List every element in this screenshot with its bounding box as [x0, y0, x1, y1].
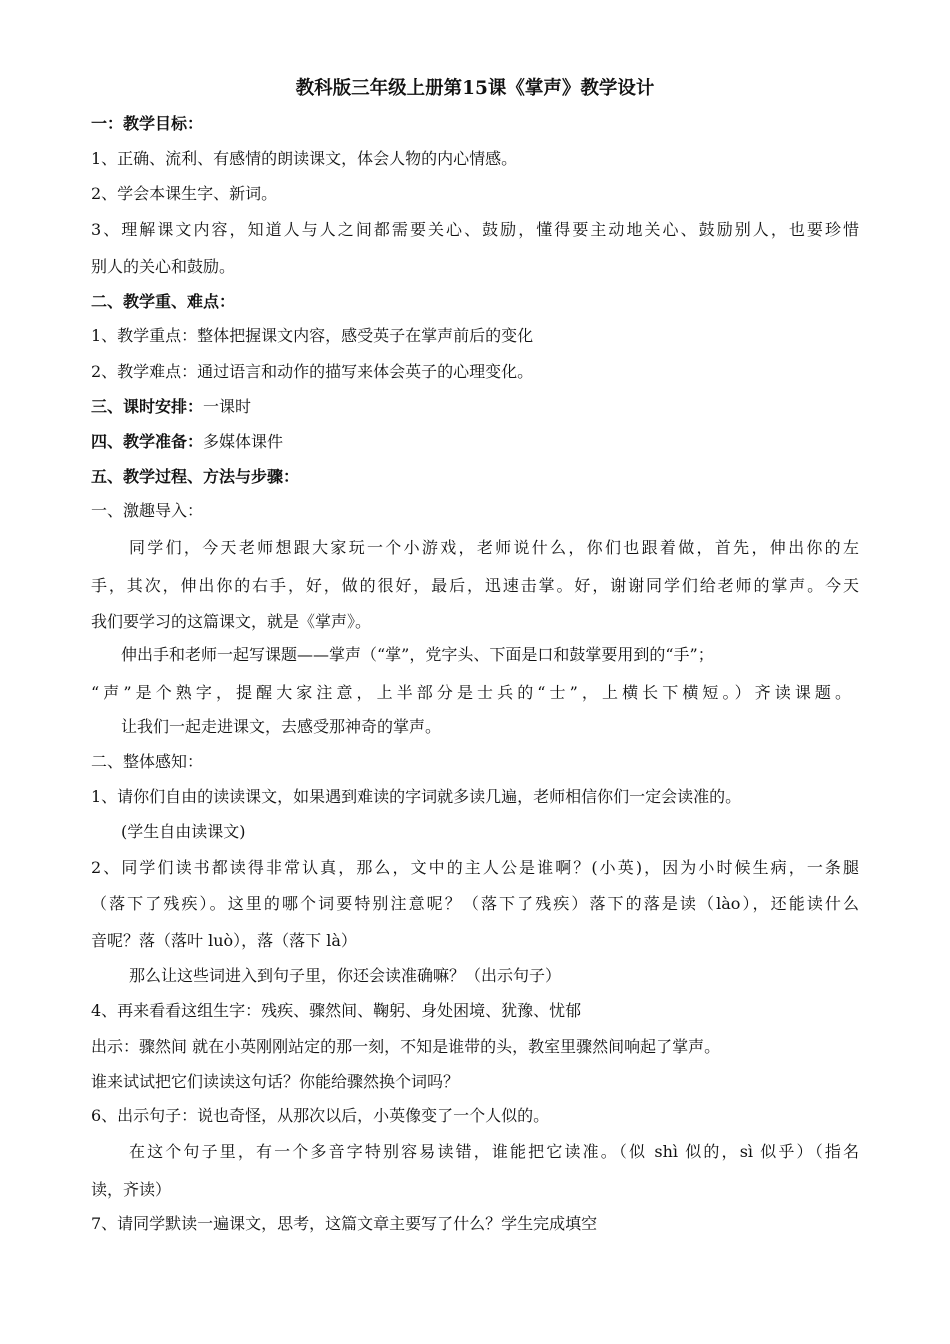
objective-item: 3、理解课文内容，知道人与人之间都需要关心、鼓励，懂得要主动地关心、鼓励别人，也要珍惜 [91, 220, 859, 239]
objective-item-continued: 别人的关心和鼓励。 [91, 257, 236, 276]
objective-item: 1、正确、流利、有感情的朗读课文，体会人物的内心情感。 [91, 149, 518, 168]
preparation-heading: 四、教学准备： [91, 432, 204, 451]
paragraph-line: (学生自由读课文) [121, 822, 246, 841]
preparation-row [91, 431, 283, 453]
paragraph-line: 音呢？落（落叶 luò），落（落下 là） [91, 931, 357, 950]
key-point-item: 1、教学重点：整体把握课文内容，感受英子在掌声前后的变化 [91, 326, 534, 345]
paragraph-line: 1、请你们自由的读读课文，如果遇到难读的字词就多读几遍，老师相信你们一定会读准的。 [91, 787, 742, 806]
paragraph-line: 手，其次，伸出你的右手，好，做的很好，最后，迅速击掌。好，谢谢同学们给老师的掌声。今天 [91, 576, 859, 595]
paragraph-line: 2、同学们读书都读得非常认真，那么，文中的主人公是谁啊？(小英)，因为小时候生病，一条腿 [91, 858, 859, 877]
paragraph-line: 伸出手和老师一起写课题——掌声（“掌”，党字头、下面是口和鼓掌要用到的“手”； [121, 645, 714, 664]
schedule-value: 一课时 [203, 397, 252, 416]
schedule-heading: 三、课时安排： [91, 397, 204, 416]
paragraph-line: 同学们，今天老师想跟大家玩一个小游戏，老师说什么，你们也跟着做，首先，伸出你的左 [129, 538, 859, 557]
paragraph-line: 在这个句子里，有一个多音字特别容易读错，谁能把它读准。（似 shì 似的，sì 似乎）（指名 [129, 1142, 859, 1161]
paragraph-line: 6、出示句子：说也奇怪，从那次以后，小英像变了一个人似的。 [91, 1106, 550, 1125]
document-title: 教科版三年级上册第15课《掌声》教学设计 [295, 78, 655, 99]
paragraph-line: 让我们一起走进课文，去感受那神奇的掌声。 [121, 717, 442, 736]
paragraph-line: “声”是个熟字，提醒大家注意，上半部分是士兵的“士”，上横长下横短。）齐读课题。 [91, 683, 851, 702]
schedule-row [91, 396, 251, 418]
objective-item: 2、学会本课生字、新词。 [91, 184, 278, 203]
section-heading-process: 五、教学过程、方法与步骤： [91, 467, 300, 486]
paragraph-line: 我们要学习的这篇课文，就是《掌声》。 [91, 612, 372, 631]
paragraph-line: 读，齐读） [91, 1180, 172, 1199]
section-heading-objectives: 一：教学目标： [91, 114, 204, 133]
key-point-item: 2、教学难点：通过语言和动作的描写来体会英子的心理变化。 [91, 362, 534, 381]
paragraph-line: 谁来试试把它们读读这句话？你能给骤然换个词吗？ [91, 1072, 460, 1091]
paragraph-line: 那么让这些词进入到句子里，你还会读准确嘛？（出示句子） [129, 966, 562, 985]
step-heading: 二、整体感知： [91, 752, 204, 771]
preparation-value: 多媒体课件 [203, 432, 284, 451]
paragraph-line: （落下了残疾）。这里的哪个词要特别注意呢？（落下了残疾）落下的落是读（lào），还能读什么 [91, 894, 859, 913]
step-heading: 一、激趣导入： [91, 501, 204, 520]
paragraph-line: 4、再来看看这组生字：残疾、骤然间、鞠躬、身处困境、犹豫、忧郁 [91, 1001, 582, 1020]
paragraph-line: 7、请同学默读一遍课文，思考，这篇文章主要写了什么？学生完成填空 [91, 1214, 598, 1233]
section-heading-key-points: 二、教学重、难点： [91, 292, 236, 311]
paragraph-line: 出示：骤然间 就在小英刚刚站定的那一刻，不知是谁带的头，教室里骤然间响起了掌声。 [91, 1037, 721, 1056]
